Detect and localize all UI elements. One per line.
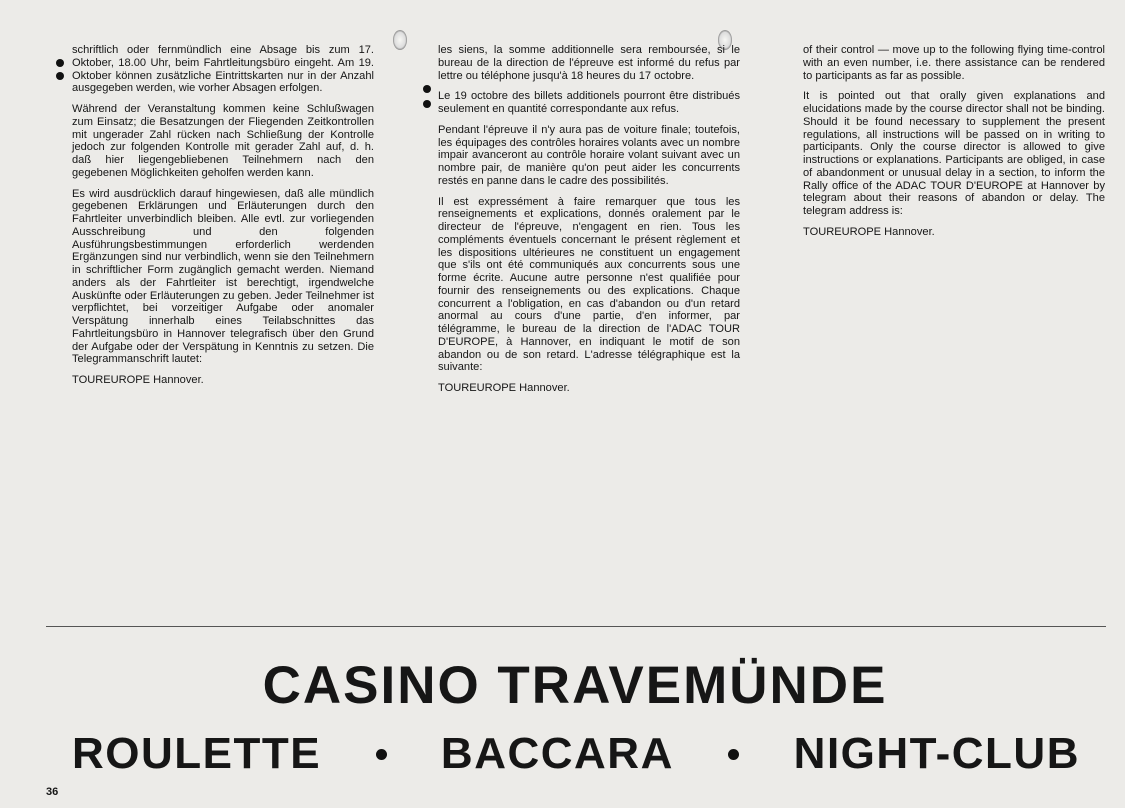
margin-bullet bbox=[56, 72, 64, 80]
margin-bullet bbox=[423, 85, 431, 93]
ad-title: CASINO TRAVEMÜNDE bbox=[262, 656, 888, 715]
telegram-address: TOUREUROPE Hannover. bbox=[803, 225, 935, 238]
margin-bullet bbox=[423, 100, 431, 108]
english-column bbox=[803, 44, 1105, 247]
ad-items bbox=[72, 728, 1080, 780]
divider-rule bbox=[46, 626, 1106, 627]
separator-dot bbox=[376, 749, 387, 760]
telegram-address: TOUREUROPE Hannover. bbox=[72, 374, 204, 386]
punch-hole bbox=[393, 30, 407, 50]
french-paragraph: Pendant l'épreuve il n'y aura pas de voiture finale; toutefois, les équipages des contrôles horaires volants avec un nombre impair avanceront au contrôle horaire volant suivant avec un nombre pair, de manière qu'on peut aider les concurrents restés en panne dans le cadre des possibilités. bbox=[438, 123, 740, 187]
separator-dot bbox=[728, 749, 739, 760]
page-number: 36 bbox=[46, 786, 59, 798]
german-paragraph: schriftlich oder fernmündlich eine Absage bis zum 17. Oktober, 18.00 Uhr, beim Fahrtleitungsbüro eingeht. Am 19. Oktober können zusätzliche Eintrittskarten nur in der Anzahl ausgegeben werden, wie vorher Absagen erfolgen. bbox=[72, 44, 374, 95]
english-paragraph: It is pointed out that orally given explanations and elucidations made by the course director shall not be binding. Should it be found necessary to supplement the present regulations, all instructions will be passed on in writing to participants. Only the course director is allowed to give instructions or explanations. Participants are obliged, in case of abandonment or unusual delay in a section, to inform the Rally office of the ADAC TOUR D'EUROPE at Hannover by telegram about their reasons of abandon or delay. The telegram address is: bbox=[803, 90, 1105, 217]
english-paragraph: of their control — move up to the following flying time-control with an even number, i.e. there assistance can be rendered to participants as far as possible. bbox=[803, 44, 1105, 82]
french-paragraph: Le 19 octobre des billets additionels pourront être distribués seulement en quantité correspondante aux refus. bbox=[438, 90, 740, 115]
ad-item-night-club: NIGHT-CLUB bbox=[793, 729, 1080, 778]
french-paragraph: Il est expressément à faire remarquer que tous les renseignements et explications, donnés oralement par le directeur de l'épreuve, n'engagent en rien. Tous les compléments éventuels concernant le présent règlement et les dispositions ultérieures ne constituent un engagement que s'ils ont été communiqués aux concurrents sous une forme écrite. Aucune autre personne n'est qualifiée pour fournir des renseignements ou des explications. Chaque concurrent a l'obligation, en cas d'abandon ou d'un retard anormal au cours d'une partie, d'en informer, par télégramme, le bureau de la direction de l'ADAC TOUR D'EUROPE, à Hannover, en indiquant le motif de son abandon ou de son retard. L'adresse télégraphique est la suivante: bbox=[438, 195, 740, 374]
german-paragraph: Während der Veranstaltung kommen keine Schlußwagen zum Einsatz; die Besatzungen der Fliegenden Zeitkontrollen mit ungerader Zahl rücken nach Schließung der Kontrolle jedoch zur folgenden Kontrolle mit gerader Zahl auf, d. h. daß hier liegengebliebenen Teilnehmern nach den gegebenen Möglichkeiten geholfen werden kann. bbox=[72, 103, 374, 179]
margin-bullet bbox=[56, 59, 64, 67]
ad-item-baccara: BACCARA bbox=[440, 729, 674, 778]
french-column bbox=[438, 44, 740, 403]
french-paragraph: les siens, la somme additionnelle sera remboursée, si le bureau de la direction de l'épreuve est informé du refus par lettre ou téléphone jusqu'à 18 heures du 17 octobre. bbox=[438, 44, 740, 82]
german-column bbox=[72, 44, 374, 395]
ad-item-roulette: ROULETTE bbox=[72, 729, 322, 778]
telegram-address: TOUREUROPE Hannover. bbox=[438, 382, 570, 394]
german-paragraph: Es wird ausdrücklich darauf hingewiesen, daß alle mündlich gegebenen Erklärungen und Erläuterungen durch den Fahrtleiter unverbindlich bleiben. Alle evtl. zur vorliegenden Ausschreibung und den folgenden Ausführungsbestimmungen erforderlich werdenden Ergänzungen sind nur verbindlich, wenn sie den Teilnehmern in schriftlicher Form zugänglich gemacht werden. Niemand anders als der Fahrtleiter ist berechtigt, irgendwelche Auskünfte oder Erläuterungen zu geben. Jeder Teilnehmer ist verpflichtet, bei vorzeitiger Aufgabe oder anomaler Verspätung innerhalb eines Teilabschnittes das Fahrtleitungsbüro in Hannover telegrafisch über den Grund der Aufgabe oder der Verspätung in Kenntnis zu setzen. Die Telegrammanschrift lautet: bbox=[72, 187, 374, 366]
